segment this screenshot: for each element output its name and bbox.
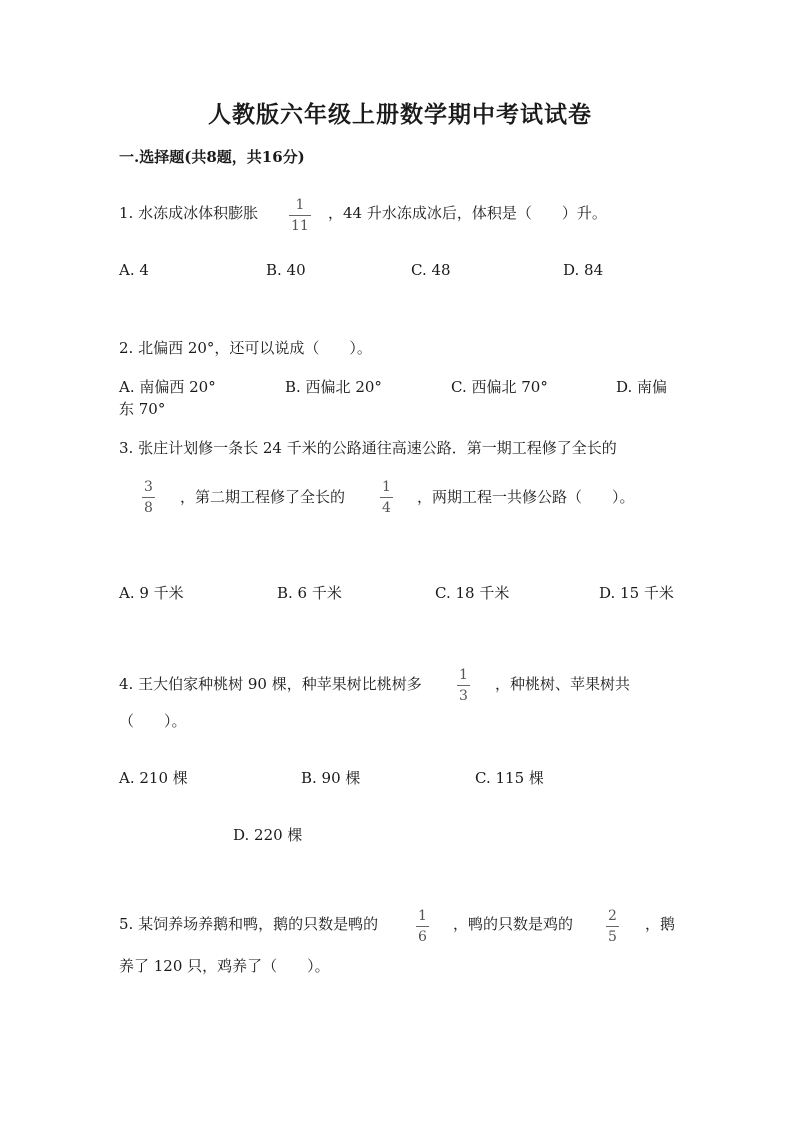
q4-stem-post: ，种桃树、苹果树共 (495, 675, 631, 693)
q5-fraction-1 (416, 908, 429, 945)
q1-stem-pre: 1. 水冻成冰体积膨胀 (119, 204, 259, 222)
q1-stem-post: ，44 升水冻成冰后，体积是（ ）升。 (328, 204, 607, 222)
q4-stem-line2: （ ）。 (119, 712, 187, 730)
q4-option-d[interactable]: D. 220 棵 (233, 826, 303, 844)
fraction-bar (380, 497, 393, 498)
q1-option-d[interactable]: D. 84 (563, 261, 604, 279)
q1-option-c[interactable]: C. 48 (411, 261, 451, 279)
fraction-bar (416, 926, 429, 927)
q1-fraction-numerator: 1 (295, 197, 305, 213)
q4-fraction-numerator: 1 (459, 667, 468, 683)
q2-option-d-wrap: 东 70° (119, 400, 166, 418)
q3-fraction-2-numerator: 1 (382, 479, 391, 495)
page-title: 人教版六年级上册数学期中考试试卷 (208, 101, 592, 128)
q5-stem-pre: 5. 某饲养场养鹅和鸭，鹅的只数是鸭的 (119, 915, 379, 933)
q4-fraction-denominator: 3 (459, 688, 468, 704)
q4-option-a[interactable]: A. 210 棵 (119, 769, 188, 787)
q5-stem-line2: 养了 120 只，鸡养了（ ）。 (119, 957, 330, 975)
q5-stem-post: ，鹅 (645, 915, 676, 933)
q3-option-b[interactable]: B. 6 千米 (277, 584, 342, 602)
q2-option-b[interactable]: B. 西偏北 20° (285, 378, 382, 396)
q5-fraction-2 (606, 908, 619, 945)
q2-stem: 2. 北偏西 20°，还可以说成（ ）。 (119, 339, 372, 357)
q3-stem-line1: 3. 张庄计划修一条长 24 千米的公路通往高速公路．第一期工程修了全长的 (119, 439, 617, 457)
q3-stem-post: ，两期工程一共修公路（ ）。 (417, 488, 635, 506)
q3-fraction-2 (380, 479, 393, 516)
q5-fraction-1-denominator: 6 (418, 929, 427, 945)
q4-option-c[interactable]: C. 115 棵 (475, 769, 544, 787)
q4-stem-pre: 4. 王大伯家种桃树 90 棵，种苹果树比桃树多 (119, 675, 422, 693)
q3-stem-mid: ，第二期工程修了全长的 (180, 488, 346, 506)
q5-stem-mid: ，鸭的只数是鸡的 (453, 915, 574, 933)
q1-fraction (289, 197, 311, 234)
q3-option-c[interactable]: C. 18 千米 (435, 584, 510, 602)
fraction-bar (289, 215, 311, 216)
q5-fraction-2-numerator: 2 (608, 908, 617, 924)
q3-option-d[interactable]: D. 15 千米 (599, 584, 674, 602)
q3-fraction-2-denominator: 4 (382, 500, 391, 516)
fraction-bar (457, 685, 470, 686)
q2-option-a[interactable]: A. 南偏西 20° (119, 378, 216, 396)
fraction-bar (142, 497, 155, 498)
q1-option-a[interactable]: A. 4 (119, 261, 149, 279)
section-heading: 一.选择题(共8题，共16分) (119, 148, 305, 166)
q5-fraction-1-numerator: 1 (418, 908, 427, 924)
q4-option-b[interactable]: B. 90 棵 (301, 769, 361, 787)
q1-fraction-denominator: 11 (291, 218, 309, 234)
q5-fraction-2-denominator: 5 (608, 929, 617, 945)
q3-option-a[interactable]: A. 9 千米 (119, 584, 184, 602)
q2-option-d[interactable]: D. 南偏 (616, 378, 668, 396)
fraction-bar (606, 926, 619, 927)
q3-fraction-1-denominator: 8 (144, 500, 153, 516)
q3-fraction-1 (142, 479, 155, 516)
q4-fraction (457, 667, 470, 704)
q3-fraction-1-numerator: 3 (144, 479, 153, 495)
q2-option-c[interactable]: C. 西偏北 70° (451, 378, 548, 396)
q1-option-b[interactable]: B. 40 (266, 261, 306, 279)
